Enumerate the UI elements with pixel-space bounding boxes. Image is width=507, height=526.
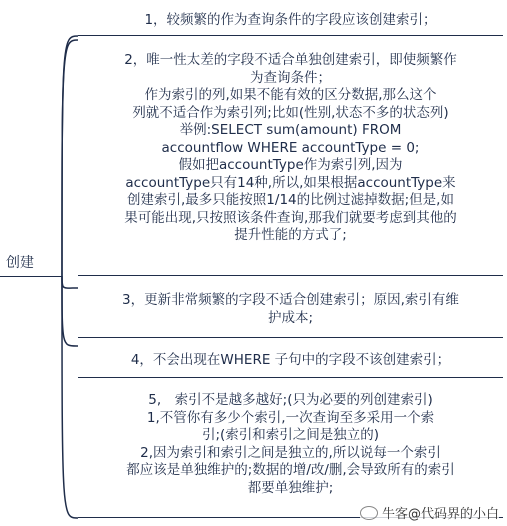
watermark: [360, 503, 499, 522]
connector-branch-3: [62, 276, 78, 288]
chat-bubble-icon: [360, 506, 378, 520]
branch-2-line: 为查询条件；: [250, 69, 331, 86]
connector-branch-4: [62, 276, 78, 346]
branch-5-line: 都要单独维护;: [247, 479, 334, 496]
root-node-label: 创建: [6, 255, 34, 271]
branch-node-4: [78, 348, 503, 378]
branch-node-2: [78, 48, 503, 276]
branch-2-line: 创建索引,最多只能按照1/14的比例过滤掉数据;但是,如: [127, 192, 454, 208]
connector-branch-2: [62, 40, 78, 276]
branch-3-line: 3，更新非常频繁的字段不适合创建索引；原因,索引有维: [122, 292, 459, 308]
branch-5-line: 5, 索引不是越多越好;(只为必要的列创建索引): [148, 392, 433, 408]
branch-node-1: [78, 0, 503, 36]
branch-node-3: [78, 288, 503, 338]
branch-2-line: 果可能出现,只按照该条件查询,那我们就要考虑到其他的: [124, 209, 457, 226]
branch-2-line: 举例:SELECT sum(amount) FROM: [179, 122, 402, 138]
branch-3-line: 护成本;: [267, 309, 314, 326]
branch-2-line: 列就不适合作为索引列;比如(性别,状态不多的状态列): [132, 104, 449, 121]
connector-branch-5: [62, 276, 78, 518]
branch-5-line: 引;(索引和索引之间是独立的): [201, 427, 380, 443]
branch-2-line: 假如把accountType作为索引列,因为: [178, 157, 403, 173]
watermark-text: 牛客@代码界的小白: [381, 507, 499, 522]
branch-4-line: 4，不会出现在WHERE 子句中的字段不该创建索引；: [130, 352, 451, 368]
branch-2-line: 提升性能的方式了;: [234, 227, 347, 243]
branch-2-line: accountType只有14种,所以,如果根据accountType来: [125, 174, 456, 191]
branch-1-line: 1，较频繁的作为查询条件的字段应该创建索引；: [144, 12, 437, 28]
branch-node-5: [78, 388, 503, 518]
branch-2-line: 2，唯一性太差的字段不适合单独创建索引，即使频繁作: [124, 52, 457, 68]
branch-2-line: 作为索引的列,如果不能有效的区分数据,那么这个: [144, 87, 437, 103]
branch-5-line: 1,不管你有多少个索引,一次查询至多采用一个索: [146, 409, 435, 426]
branch-5-line: 2,因为索引和索引之间是独立的,所以说每一个索引: [140, 444, 441, 461]
branch-2-line: accountflow WHERE accountType = 0;: [161, 139, 420, 156]
branch-5-line: 都应该是单独维护的;数据的增/改/删,会导致所有的索引: [126, 462, 455, 478]
